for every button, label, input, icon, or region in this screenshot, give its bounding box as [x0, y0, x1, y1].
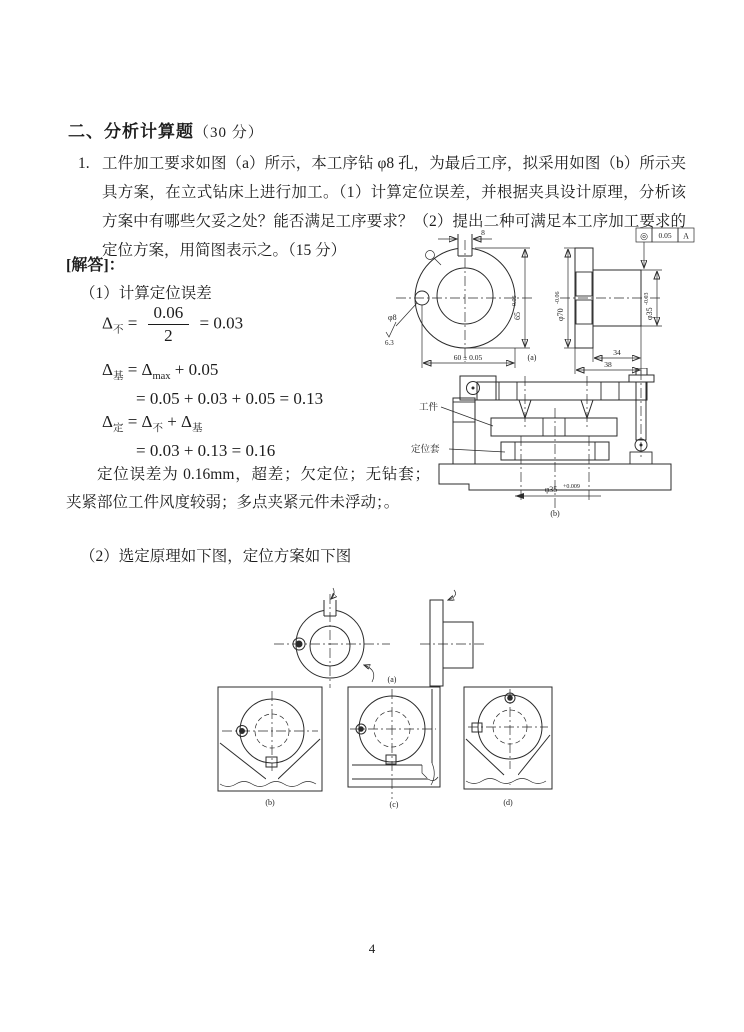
gdt-value: 0.05: [658, 231, 672, 240]
fraction: [148, 303, 190, 346]
question-number: 1.: [78, 155, 90, 172]
dim-height-tol: -0.06: [512, 295, 518, 308]
section-title: 二、分析计算题: [68, 122, 194, 141]
scheme-b: [218, 687, 322, 791]
figure-a-part-drawing: [380, 226, 700, 381]
bu-subscript: 不: [152, 423, 163, 434]
clamp-bar: [477, 382, 647, 400]
delta-subscript: 定: [112, 423, 124, 434]
v-block-face: [220, 743, 266, 779]
formula-line: [102, 412, 275, 435]
v-block-face: [278, 739, 320, 779]
formula-delta-bu: [102, 303, 243, 346]
principle-side-view: [420, 590, 484, 686]
delta-symbol: Δ: [102, 360, 113, 379]
scheme-d: [464, 687, 552, 789]
dim-hub-dia-tol: -0.03: [644, 292, 650, 305]
answer-part1-title: （1）计算定位误差: [80, 285, 212, 302]
ji-subscript: 基: [192, 423, 203, 434]
locator-symbol: [448, 590, 456, 600]
dim-total-length: 38: [604, 360, 612, 369]
dim-width: 60 ± 0.05: [453, 353, 483, 362]
key-block: [472, 723, 482, 732]
dim-flange-dia: φ70: [556, 308, 565, 321]
v-block-face: [518, 735, 550, 775]
max-subscript: max: [152, 371, 171, 382]
question-text: 工件加工要求如图（a）所示，本工序钻 φ8 孔，为最后工序，拟采用如图（b）所示夹具方案，在立式钻床上进行加工。（1）计算定位误差，并根据夹具设计原理，分析该方案中有哪些欠妥之处？能否满足工序要求？（2）提出二种可满足本工序加工要求的定位方案，用简图表示之。（15 分）: [102, 155, 686, 259]
answer-label: [解答]：: [66, 257, 125, 274]
clamp-symbol: [364, 665, 374, 682]
gdt-symbol: ◎: [640, 231, 648, 241]
section-heading: [68, 117, 264, 142]
formula-line: = 0.03 + 0.13 = 0.16: [136, 441, 276, 460]
formula-delta-ji: [102, 360, 323, 409]
answer-part2-title: （2）选定原理如下图，定位方案如下图: [80, 548, 352, 565]
section-points: （30 分）: [194, 125, 264, 141]
dim-height: 65: [513, 312, 522, 320]
bore-tol: +0.009: [563, 484, 580, 490]
key-block: [386, 755, 396, 764]
plus-delta: + Δ: [167, 412, 192, 431]
dim-arrow: [515, 493, 524, 499]
sleeve-label: 定位套: [411, 445, 440, 455]
bore-dim: φ35: [544, 485, 558, 494]
screw-cap: [636, 368, 647, 375]
equals-delta: = Δ: [127, 412, 153, 431]
formula-delta-ding: [102, 412, 275, 461]
page-number: 4: [368, 941, 376, 956]
conclusion-text: 定位误差为 0.16mm，超差；欠定位；无钻套；夹紧部位工件风度较弱；多点夹紧元件未浮动；。: [66, 466, 430, 511]
figure-schemes: [208, 683, 553, 816]
scheme-c: [348, 687, 440, 799]
scheme-b-caption: (b): [265, 798, 275, 807]
scheme-c-caption: (c): [389, 800, 399, 809]
formula-line: = 0.05 + 0.03 + 0.05 = 0.13: [136, 389, 324, 408]
delta-subscript: 不: [112, 324, 124, 336]
roughness-symbol: [386, 322, 396, 337]
break-line: [431, 763, 434, 785]
delta-symbol: Δ: [102, 313, 113, 333]
gdt-datum: A: [683, 231, 689, 241]
part-side-view: [555, 228, 694, 374]
figure-principle-caption: (a): [387, 675, 397, 684]
part-front-view: [385, 228, 534, 368]
workpiece: [491, 418, 617, 436]
fraction-numerator: 0.06: [148, 303, 190, 325]
key-block: [266, 757, 277, 767]
plus-term: + 0.05: [174, 360, 219, 379]
principle-front-view: [274, 588, 390, 688]
figure-b-caption: (b): [550, 509, 560, 518]
hole-label: φ8: [388, 313, 397, 322]
datum-mark: [426, 251, 435, 260]
formula-line: [102, 360, 323, 383]
dim-keyway-width: 8: [481, 228, 485, 237]
scheme-d-caption: (d): [503, 798, 513, 807]
equals-delta: = Δ: [127, 360, 153, 379]
dim-flange-dia-tol: -0.06: [555, 291, 561, 304]
figure-a-caption: (a): [527, 353, 537, 362]
dim-hub-length: 34: [613, 348, 621, 357]
fraction-denominator: 2: [164, 326, 173, 345]
locator-symbol: [331, 588, 334, 599]
figure-b-fixture-drawing: [405, 368, 705, 527]
result-value: = 0.03: [199, 313, 244, 333]
roughness-value: 6.3: [385, 339, 394, 347]
gdt-frame: [636, 228, 694, 268]
delta-subscript: 基: [112, 371, 124, 382]
delta-symbol: Δ: [102, 412, 113, 431]
workpiece-label: 工件: [419, 403, 439, 413]
dim-hub-dia: φ35: [645, 307, 654, 320]
equals-sign: =: [127, 313, 138, 333]
